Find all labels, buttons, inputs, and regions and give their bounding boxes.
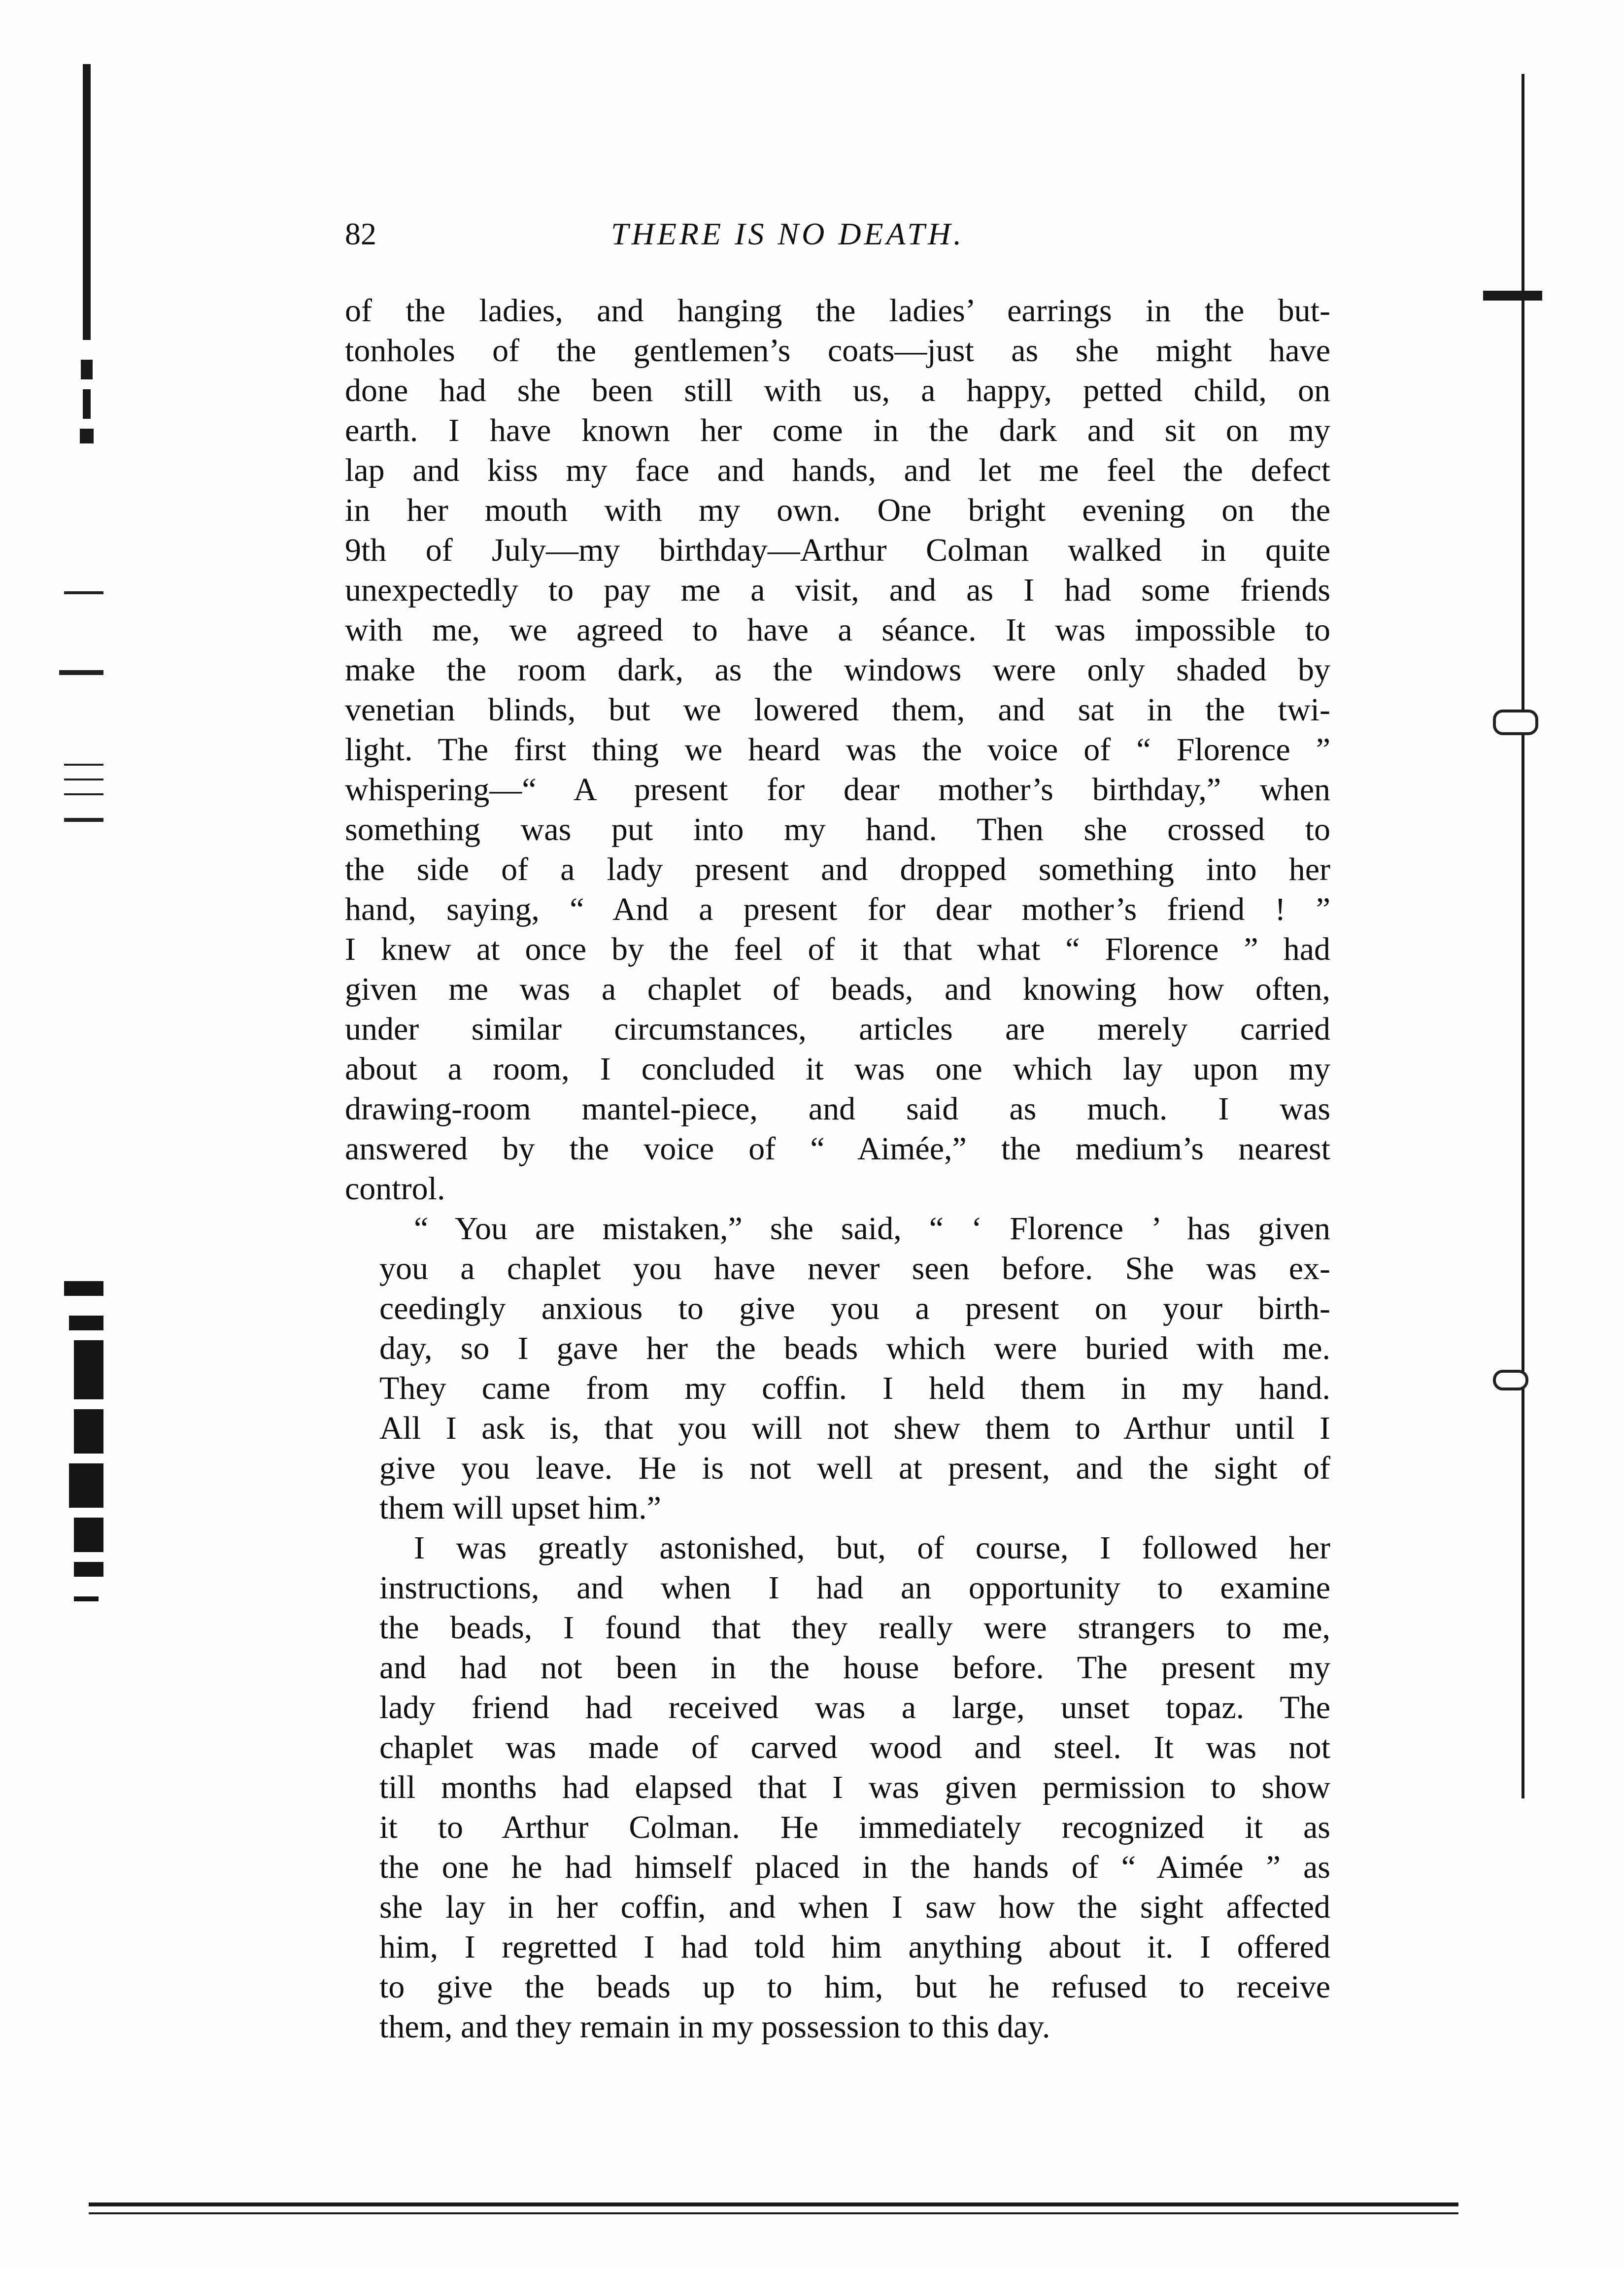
- paragraph: [345, 1209, 1330, 1528]
- text-line: venetian blinds, but we lowered them, and sat in the twi-: [345, 692, 1330, 728]
- text-line: make the room dark, as the windows were only shaded by: [345, 652, 1330, 688]
- binding-block: [74, 1562, 103, 1577]
- text-line: something was put into my hand. Then she crossed to: [345, 812, 1330, 847]
- text-line: whispering—“ A present for dear mother’s birthday,” when: [345, 772, 1330, 808]
- right-rule-clip: [1493, 1370, 1528, 1390]
- text-line: done had she been still with us, a happy, petted child, on: [345, 373, 1330, 408]
- paragraph: [345, 291, 1330, 1209]
- body-text: [345, 291, 1330, 2047]
- text-line: lap and kiss my face and hands, and let me feel the defect: [345, 452, 1330, 488]
- text-line: the beads, I found that they really were strangers to me,: [379, 1610, 1330, 1646]
- text-line: drawing-room mantel-piece, and said as much. I was: [345, 1091, 1330, 1127]
- binding-tick: [59, 670, 103, 675]
- text-line: light. The first thing we heard was the voice of “ Florence ”: [345, 732, 1330, 768]
- text-line: you a chaplet you have never seen before. She was ex-: [379, 1251, 1330, 1287]
- binding-block: [74, 1596, 99, 1601]
- text-line: with me, we agreed to have a séance. It was impossible to: [345, 612, 1330, 648]
- binding-block: [74, 1409, 103, 1454]
- text-line: control.: [345, 1171, 445, 1207]
- bottom-rule: [89, 2202, 1458, 2206]
- text-line: of the ladies, and hanging the ladies’ earrings in the but-: [345, 293, 1330, 329]
- text-line: “ You are mistaken,” she said, “ ‘ Florence ’ has given: [414, 1211, 1330, 1247]
- text-line: day, so I gave her the beads which were buried with me.: [379, 1330, 1330, 1366]
- text-line: the one he had himself placed in the hands of “ Aimée ” as: [379, 1849, 1330, 1885]
- text-line: lady friend had received was a large, unset topaz. The: [379, 1690, 1330, 1726]
- text-line: unexpectedly to pay me a visit, and as I had some friends: [345, 572, 1330, 608]
- text-line: They came from my coffin. I held them in my hand.: [379, 1370, 1330, 1406]
- text-line: instructions, and when I had an opportunity to examine: [379, 1570, 1330, 1606]
- text-line: till months had elapsed that I was given permission to show: [379, 1769, 1330, 1805]
- text-line: about a room, I concluded it was one which lay upon my: [345, 1051, 1330, 1087]
- binding-tick: [64, 818, 103, 822]
- right-rule-clip: [1493, 710, 1538, 735]
- text-line: under similar circumstances, articles are merely carried: [345, 1011, 1330, 1047]
- text-line: him, I regretted I had told him anything about it. I offered: [379, 1929, 1330, 1965]
- text-line: hand, saying, “ And a present for dear mother’s friend ! ”: [345, 891, 1330, 927]
- text-line: given me was a chaplet of beads, and knowing how often,: [345, 971, 1330, 1007]
- text-line: the side of a lady present and dropped something into her: [345, 851, 1330, 887]
- binding-tick: [64, 764, 103, 766]
- right-rule-tick: [1483, 291, 1542, 301]
- text-line: them, and they remain in my possession to this day.: [379, 2009, 1050, 2045]
- paragraph: [345, 1528, 1330, 2047]
- text-line: I knew at once by the feel of it that what “ Florence ” had: [345, 931, 1330, 967]
- text-line: All I ask is, that you will not shew them to Arthur until I: [379, 1410, 1330, 1446]
- running-title: THERE IS NO DEATH.: [611, 216, 965, 251]
- bottom-rule: [89, 2212, 1458, 2214]
- running-header: [345, 212, 1306, 256]
- binding-tick: [64, 591, 103, 594]
- binding-block: [74, 1340, 103, 1399]
- binding-bar: [80, 429, 94, 443]
- binding-marks-upper: [79, 64, 99, 631]
- binding-tick: [64, 793, 103, 795]
- text-line: it to Arthur Colman. He immediately recognized it as: [379, 1809, 1330, 1845]
- text-line: and had not been in the house before. The present my: [379, 1650, 1330, 1686]
- text-line: in her mouth with my own. One bright evening on the: [345, 492, 1330, 528]
- text-line: answered by the voice of “ Aimée,” the medium’s nearest: [345, 1131, 1330, 1167]
- binding-bar: [83, 389, 91, 419]
- text-line: them will upset him.”: [379, 1490, 661, 1526]
- page-number: 82: [345, 216, 376, 251]
- binding-bar: [81, 360, 93, 379]
- binding-bar: [83, 64, 91, 340]
- text-line: she lay in her coffin, and when I saw how the sight affected: [379, 1889, 1330, 1925]
- binding-marks-lower: [54, 581, 113, 1665]
- binding-tick: [64, 779, 103, 780]
- right-margin-rule: [1522, 74, 1524, 1798]
- text-line: chaplet was made of carved wood and steel. It was not: [379, 1729, 1330, 1765]
- binding-block: [69, 1463, 103, 1508]
- text-line: tonholes of the gentlemen’s coats—just as she might have: [345, 333, 1330, 369]
- text-line: to give the beads up to him, but he refused to receive: [379, 1969, 1330, 2005]
- text-line: ceedingly anxious to give you a present on your birth-: [379, 1290, 1330, 1326]
- text-line: 9th of July—my birthday—Arthur Colman walked in quite: [345, 532, 1330, 568]
- binding-block: [74, 1518, 103, 1552]
- binding-block: [64, 1281, 103, 1296]
- text-line: I was greatly astonished, but, of course, I followed her: [414, 1530, 1330, 1566]
- text-line: give you leave. He is not well at present, and the sight of: [379, 1450, 1330, 1486]
- binding-block: [69, 1316, 103, 1330]
- text-line: earth. I have known her come in the dark and sit on my: [345, 412, 1330, 448]
